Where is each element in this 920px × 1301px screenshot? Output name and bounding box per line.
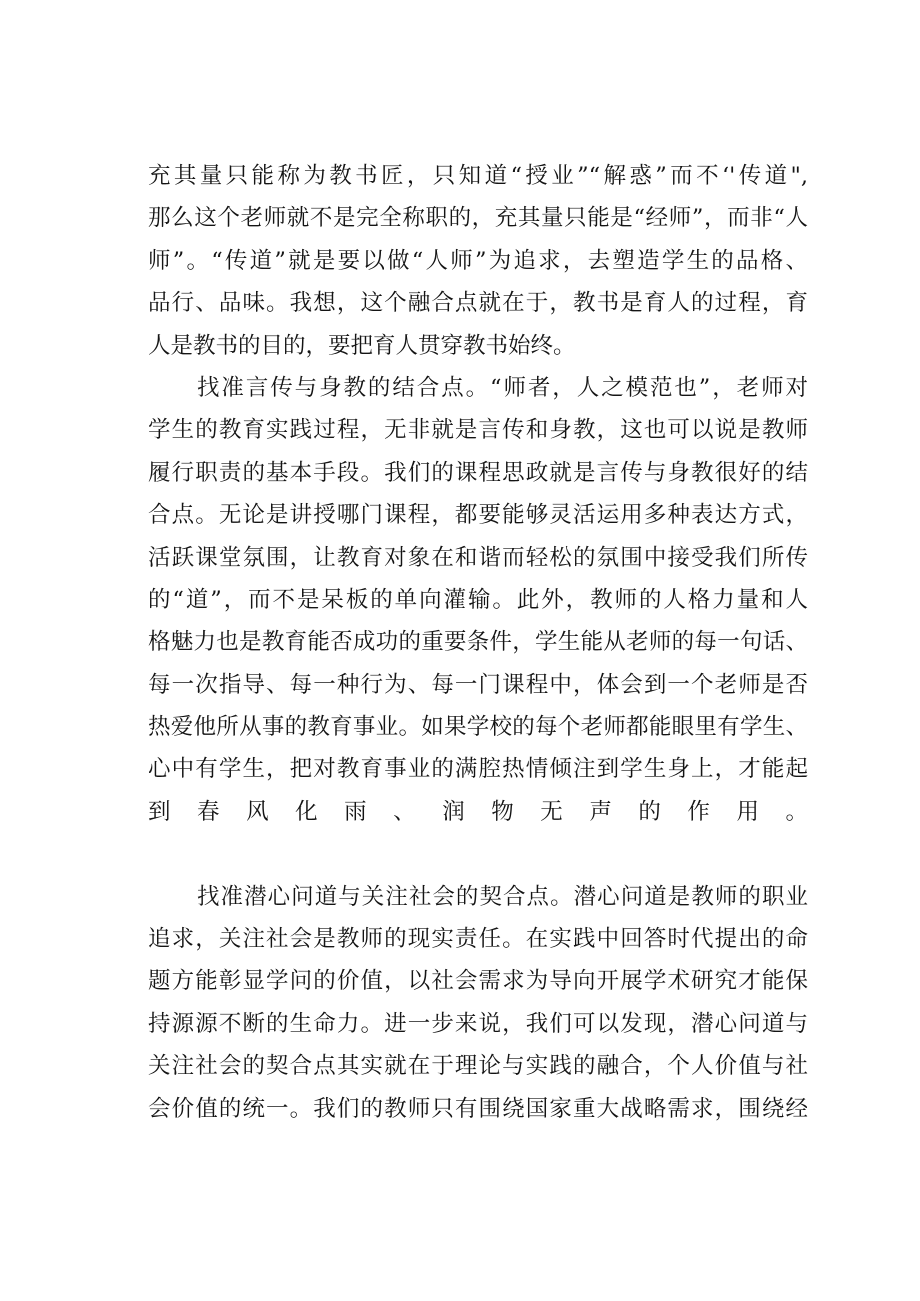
paragraph-1	[148, 155, 808, 367]
text-line: 品行、品味。我想，这个融合点就在于，教书是育人的过程，育	[148, 290, 808, 317]
text-line: 关注社会的契合点其实就在于理论与实践的融合，个人价值与社	[148, 1053, 808, 1080]
text-line: 找准言传与身教的结合点。“师者，人之模范也”，老师对	[197, 374, 808, 401]
text-line: 每一次指导、每一种行为、每一门课程中，体会到一个老师是否	[148, 671, 808, 698]
text-line: 追求，关注社会是教师的现实责任。在实践中回答时代提出的命	[148, 926, 808, 953]
text-line: 的“道”，而不是呆板的单向灌输。此外，教师的人格力量和人	[148, 586, 808, 613]
text-line: 热爱他所从事的教育事业。如果学校的每个老师都能眼里有学生、	[148, 714, 808, 741]
document-body	[148, 155, 808, 1130]
text-line: 格魅力也是教育能否成功的重要条件，学生能从老师的每一句话、	[148, 629, 808, 656]
text-line: 师”。“传道”就是要以做“人师”为追求，去塑造学生的品格、	[148, 247, 808, 274]
text-line: 到春风化雨、润物无声的作用。	[148, 798, 808, 825]
text-line: 合点。无论是讲授哪门课程，都要能够灵活运用多种表达方式，	[148, 502, 808, 529]
text-line: 充其量只能称为教书匠，只知道“授业”“解惑”而不‘'传道",	[148, 163, 808, 189]
text-line: 履行职责的基本手段。我们的课程思政就是言传与身教很好的结	[148, 459, 808, 486]
text-line: 持源源不断的生命力。进一步来说，我们可以发现，潜心问道与	[148, 1010, 808, 1037]
text-line: 人是教书的目的，要把育人贯穿教书始终。	[148, 332, 576, 359]
text-line: 会价值的统一。我们的教师只有围绕国家重大战略需求，围绕经	[148, 1095, 808, 1122]
text-line: 学生的教育实践过程，无非就是言传和身教，这也可以说是教师	[148, 417, 808, 444]
paragraph-3	[148, 876, 808, 1130]
text-line: 心中有学生，把对教育事业的满腔热情倾注到学生身上，才能起	[148, 756, 808, 783]
text-line: 那么这个老师就不是完全称职的，充其量只能是“经师”，而非“人	[148, 205, 808, 232]
text-line: 题方能彰显学问的价值，以社会需求为导向开展学术研究才能保	[148, 968, 808, 995]
text-line: 找准潜心问道与关注社会的契合点。潜心问道是教师的职业	[197, 883, 808, 910]
text-line	[148, 833, 808, 875]
text-line: 活跃课堂氛围，让教育对象在和谐而轻松的氛围中接受我们所传	[148, 544, 808, 571]
paragraph-2	[148, 367, 808, 876]
